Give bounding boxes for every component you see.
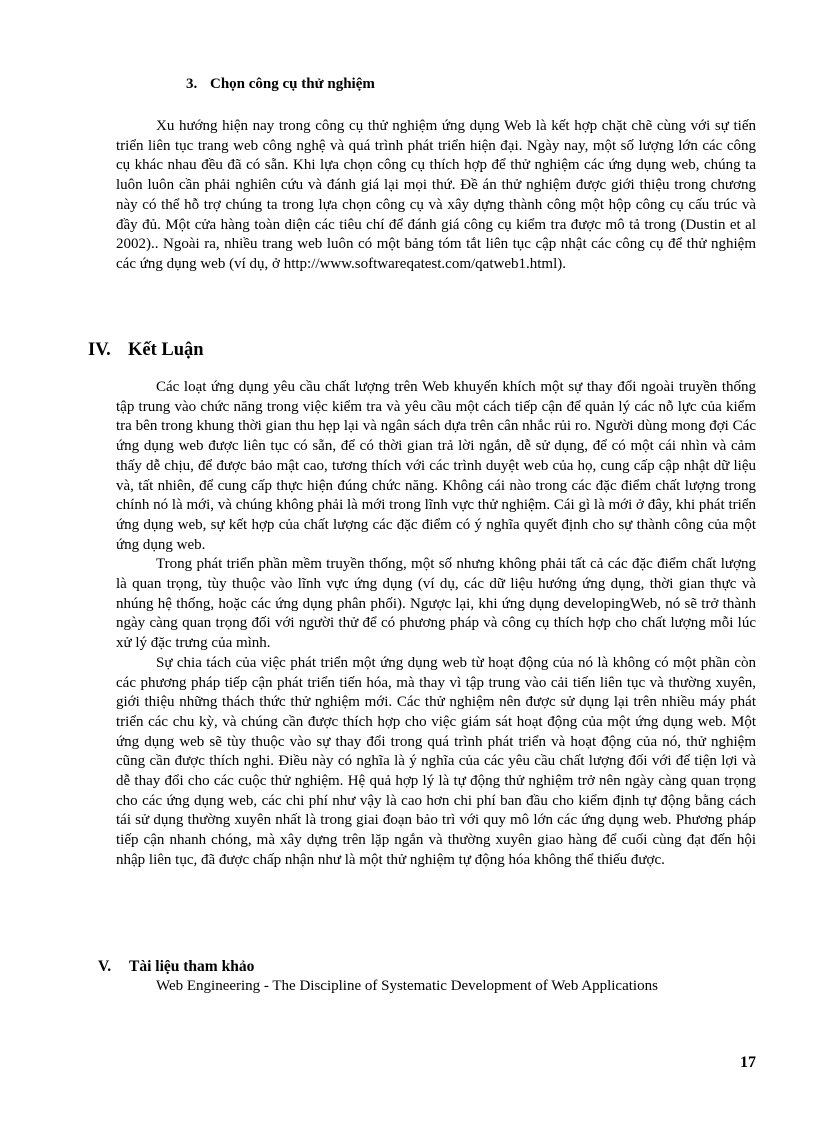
- section-4-paragraph: Các loạt ứng dụng yêu cầu chất lượng trên Web khuyến khích một sự thay đổi ngoài truyền thống tập trung vào chức năng trong việc kiểm tra và yêu cầu một cách tiếp cận để quản lý các nỗ lực của kiểm tra bên trong khung thời gian thu hẹp lại và ngân sách dựa trên cân nhắc rủi ro. Người dùng mong đợi Các ứng dụng web được liên tục có sẵn, để có thời gian trả lời ngắn, dễ sử dụng, để có một cái nhìn và cảm thấy dễ chịu, để được bảo mật cao, tương thích với các trình duyệt web của họ, cung cấp cập nhật dữ liệu và, tất nhiên, để cung cấp thực hiện đúng chức năng. Không cái nào trong các đặc điểm chất lượng trong chính nó là mới, và chúng không phải là mới trong lĩnh vực thử nghiệm. Cái gì là mới ở đây, khi phát triển ứng dụng web, sự kết hợp của chất lượng các đặc điểm có ý nghĩa quyết định cho sự thành công của một ứng dụng web.: [116, 379, 756, 553]
- section-3-paragraph: Xu hướng hiện nay trong công cụ thử nghiệm ứng dụng Web là kết hợp chặt chẽ cùng với sự tiến triển liên tục trang web công nghệ và quá trình phát triển hiện đại. Ngày nay, một số lượng lớn các công cụ khác nhau đều đã có sẵn. Khi lựa chọn công cụ thích hợp để thử nghiệm các ứng dụng web, chúng ta luôn luôn cần phải nghiên cứu và đánh giá lại mọi thứ. Đề án thử nghiệm được giới thiệu trong chương này có thể hỗ trợ chúng ta trong lựa chọn công cụ và xây dựng thành công một hộp công cụ cấu trúc và đầy đủ. Một cửa hàng toàn diện các tiêu chí để đánh giá công cụ kiểm tra được mô tả trong (Dustin et al 2002).. Ngoài ra, nhiều trang web luôn có một bảng tóm tắt liên tục cập nhật các công cụ để thử nghiệm các ứng dụng web (ví dụ, ở http://www.softwareqatest.com/qatweb1.html).: [116, 118, 756, 272]
- page-number: 17: [740, 1054, 756, 1071]
- section-3-number: 3.: [186, 76, 198, 92]
- section-3-heading: [186, 76, 375, 93]
- section-4-title: Kết Luận: [128, 340, 204, 360]
- section-5-title: Tài liệu tham khảo: [129, 958, 255, 975]
- reference-entry: Web Engineering - The Discipline of Systematic Development of Web Applications: [156, 978, 658, 994]
- section-4-number: IV.: [88, 340, 111, 360]
- section-3-title: Chọn công cụ thử nghiệm: [210, 76, 375, 92]
- section-5-number: V.: [98, 958, 112, 975]
- section-5-heading: [98, 958, 254, 976]
- section-4-heading: [88, 340, 204, 361]
- section-3-body: [116, 117, 756, 275]
- section-4-body: [116, 378, 756, 871]
- section-4-paragraph: Trong phát triển phần mềm truyền thống, một số nhưng không phải tất cả các đặc điểm chất lượng là quan trọng, tùy thuộc vào lĩnh vực ứng dụng (ví dụ, các dữ liệu hướng ứng dụng, thời gian thực và nhúng hệ thống, hoặc các ứng dụng phân phối). Ngược lại, khi ứng dụng developingWeb, nó sẽ trở thành ngày càng quan trọng đối với người thử để có phương pháp và công cụ thích hợp cho chất lượng mỗi lúc xử lý đặc trưng của mình.: [116, 556, 756, 652]
- section-4-paragraph: Sự chia tách của việc phát triển một ứng dụng web từ hoạt động của nó là không có một phần còn các phương pháp tiếp cận phát triển tiến hóa, mà thay vì tập trung vào cải tiến liên tục và thường xuyên, giới thiệu những thách thức thử nghiệm mới. Các thử nghiệm nên được sử dụng lại trên nhiều máy phát triển các chu kỳ, và chúng cần được thích hợp cho việc giám sát hoạt động của một ứng dụng web. Một ứng dụng web sẽ tùy thuộc vào sự thay đổi trong quá trình phát triển và hoạt động của nó, thử nghiệm cũng cần được thích nghi. Điều này có nghĩa là ý nghĩa của các yêu cầu chất lượng đối với để tiện lợi và dễ thay đổi cho các cuộc thử nghiệm. Hệ quả hợp lý là tự động thử nghiệm trở nên ngày càng quan trọng cho các ứng dụng web, các chi phí như vậy là cao hơn chi phí ban đầu cho kiểm định tự động bằng cách tái sử dụng thường xuyên nhất là trong giai đoạn bảo trì với quy mô lớn các ứng dụng web. Phương pháp tiếp cận nhanh chóng, mà xây dựng trên lặp ngắn và thường xuyên giao hàng để cuối cùng đạt đến hội nhập liên tục, đã được chấp nhận như là một thử nghiệm tự động hóa không thể thiếu được.: [116, 654, 756, 868]
